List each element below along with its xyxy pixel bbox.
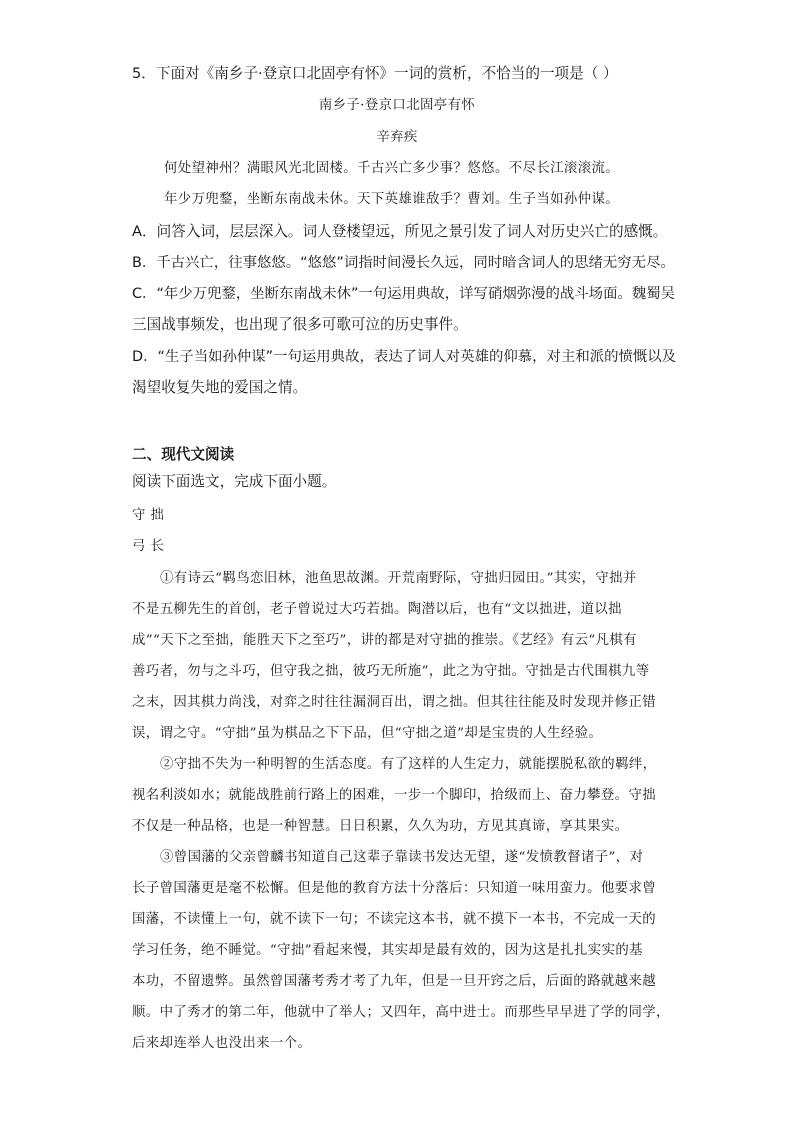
paragraph-3-line-6: 顺。中了秀才的第二年，他就中了举人；又四年，高中进士。而那些早早进了学的同学， [132, 1005, 670, 1020]
paragraph-3-line-4: 学习任务，绝不睡觉。“守拙”看起来慢，其实却是最有效的，因为这是扎扎实实的基 [132, 943, 643, 958]
article-author: 弓 长 [132, 539, 165, 554]
paragraph-3-line-3: 国藩，不读懂上一句，就不读下一句；不读完这本书，就不摸下一本书，不完成一天的 [132, 912, 657, 927]
paragraph-3-line-1: ③曾国藩的父亲曾麟书知道自己这辈子靠读书发达无望，遂“发愤教督诸子”，对 [160, 850, 644, 865]
option-c-line-1: C．“年少万兜鍪，坐断东南战未休”一句运用典故，详写硝烟弥漫的战斗场面。魏蜀吴 [132, 286, 676, 302]
option-c-line-2: 三国战事频发，也出现了很多可歌可泣的历史事件。 [132, 316, 468, 333]
paragraph-3-line-7: 后来却连举人也没出来一个。 [132, 1036, 312, 1051]
section-heading: 二、现代文阅读 [132, 446, 235, 463]
paragraph-3-line-2: 长子曾国藩更是毫不松懈。但是他的教育方法十分落后：只知道一味用蛮力。他要求曾 [132, 881, 657, 896]
option-a: A．问答入词，层层深入。词人登楼望远，所见之景引发了词人对历史兴亡的感慨。 [132, 223, 668, 240]
paragraph-1-line-6: 误，谓之守。“守拙”虽为棋品之下下品，但“守拙之道”却是宝贵的人生经验。 [132, 726, 603, 741]
paragraph-2-line-1: ②守拙不失为一种明智的生活态度。有了这样的人生定力，就能摆脱私欲的羁绊， [160, 757, 657, 772]
reading-instruction: 阅读下面选文，完成下面小题。 [132, 473, 337, 490]
option-b: B．千古兴亡，往事悠悠。“悠悠”词指时间漫长久远，同时暗含词人的思绪无穷无尽。 [132, 255, 675, 271]
poem-title: 南乡子·登京口北固亭有怀 [318, 98, 476, 113]
paragraph-1-line-3: 成”“天下之至拙，能胜天下之至巧”，讲的都是对守拙的推崇。《艺经》有云“凡棋有 [132, 633, 637, 648]
question-5-stem: 5．下面对《南乡子·登京口北固亭有怀》一词的赏析，不恰当的一项是（ ） [132, 65, 618, 82]
paragraph-1-line-4: 善巧者，勿与之斗巧，但守我之拙，彼巧无所施”，此之为守拙。守拙是古代围棋九等 [132, 664, 650, 679]
option-d-line-2: 渴望收复失地的爱国之情。 [132, 379, 308, 396]
option-d-line-1: D．“生子当如孙仲谋”一句运用典故，表达了词人对英雄的仰慕，对主和派的愤慨以及 [132, 349, 677, 365]
paragraph-2-line-2: 视名利淡如水；就能战胜前行路上的困难，一步一个脚印，拾级而上、奋力攀登。守拙 [132, 788, 657, 803]
paragraph-1-line-5: 之末，因其棋力尚浅，对弈之时往往漏洞百出，谓之拙。但其往往能及时发现并修正错 [132, 695, 657, 710]
poem-author: 辛弃疾 [376, 130, 418, 145]
paragraph-3-line-5: 本功，不留遗弊。虽然曾国藩考秀才考了九年，但是一旦开窍之后，后面的路就越来越 [132, 974, 657, 989]
article-title: 守 拙 [132, 508, 165, 523]
poem-line-2: 年少万兜鍪，坐断东南战未休。天下英雄谁敌手？曹刘。生子当如孙仲谋。 [164, 192, 620, 207]
paragraph-1-line-2: 不是五柳先生的首创，老子曾说过大巧若拙。陶潜以后，也有“文以拙进，道以拙 [132, 602, 622, 617]
paragraph-2-line-3: 不仅是一种品格，也是一种智慧。日日积累，久久为功，方见其真谛，享其果实。 [132, 819, 629, 834]
poem-line-1: 何处望神州？满眼风光北固楼。千古兴亡多少事？悠悠。不尽长江滚滚流。 [164, 161, 620, 176]
paragraph-1-line-1: ①有诗云“羁鸟恋旧林，池鱼思故渊。开荒南野际，守拙归园田。”其实，守拙并 [160, 571, 637, 586]
